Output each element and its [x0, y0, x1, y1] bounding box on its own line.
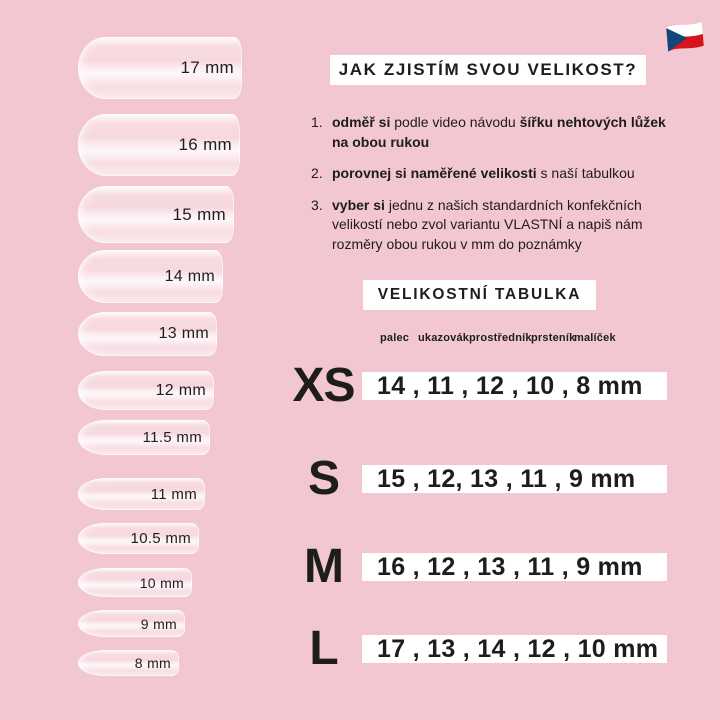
nail-size-label: 15 mm: [172, 204, 226, 224]
instruction-step: [311, 113, 679, 152]
size-values-bar: [362, 635, 667, 663]
nail-size-label: 8 mm: [134, 655, 171, 671]
size-label: S: [307, 452, 339, 505]
nail-tip: [78, 610, 185, 637]
instruction-step: [311, 196, 679, 255]
nail-size-label: 17 mm: [180, 58, 234, 77]
size-values: 14 , 11 , 12 , 10 , 8 mm: [377, 371, 643, 400]
size-label: M: [304, 540, 343, 593]
instruction-step: [311, 164, 679, 184]
size-row-m: [285, 540, 667, 593]
nail-tip: [78, 478, 205, 510]
step-number: 3.: [311, 196, 323, 213]
nail-tip: [78, 371, 214, 410]
size-label: XS: [292, 359, 355, 412]
nail-tip: [78, 650, 179, 676]
size-row-l: [285, 622, 667, 675]
step-text: odměř si podle video návodu šířku nehtových lůžek na obou rukou: [332, 114, 666, 150]
nail-tip: [78, 568, 192, 597]
nail-tip: [78, 312, 217, 356]
page-title: JAK ZJISTÍM SVOU VELIKOST?: [330, 55, 646, 85]
step-text: vyber si jednu z našich standardních konfekčních velikostí nebo zvol variantu VLASTNÍ a napiš nám rozměry obou rukou v mm do poznámky: [332, 196, 643, 252]
size-values: 15 , 12, 13 , 11 , 9 mm: [377, 464, 636, 493]
size-label: L: [309, 622, 338, 675]
nail-tip: [78, 186, 234, 243]
step-number: 2.: [311, 165, 323, 182]
nail-size-label: 10.5 mm: [130, 530, 191, 547]
size-values: 17 , 13 , 14 , 12 , 10 mm: [377, 634, 659, 663]
czech-flag-icon: [662, 18, 708, 52]
size-values-bar: [362, 372, 667, 400]
size-values-bar: [362, 553, 667, 581]
size-values: 16 , 12 , 13 , 11 , 9 mm: [377, 552, 643, 581]
nail-size-label: 11 mm: [150, 485, 197, 503]
nail-size-label: 16 mm: [178, 135, 232, 154]
finger-label-malicek: malíček: [574, 332, 616, 344]
size-row-xs: [285, 359, 667, 412]
nail-size-label: 10 mm: [139, 574, 184, 591]
instructions-list: [311, 113, 679, 267]
finger-label-prstenik: prsteník: [531, 332, 576, 344]
nail-tip: [78, 523, 199, 554]
step-text: porovnej si naměřené velikosti s naší tabulkou: [332, 165, 635, 182]
nail-tip: [78, 250, 223, 303]
size-row-s: [285, 452, 667, 505]
nail-size-label: 13 mm: [158, 325, 209, 342]
nail-size-label: 14 mm: [164, 267, 215, 285]
nail-tip: [78, 114, 240, 176]
nail-size-label: 11.5 mm: [142, 429, 202, 446]
finger-label-palec: palec: [380, 332, 410, 344]
finger-label-ukazovak: ukazovák: [418, 332, 470, 344]
size-values-bar: [362, 465, 667, 493]
table-title: VELIKOSTNÍ TABULKA: [363, 280, 596, 310]
nail-tip: [78, 37, 242, 99]
step-number: 1.: [311, 114, 323, 130]
nail-size-label: 12 mm: [155, 381, 206, 399]
nail-size-label: 9 mm: [140, 615, 177, 632]
nail-tip: [78, 420, 210, 455]
finger-label-prostrednik: prostředník: [469, 332, 532, 344]
